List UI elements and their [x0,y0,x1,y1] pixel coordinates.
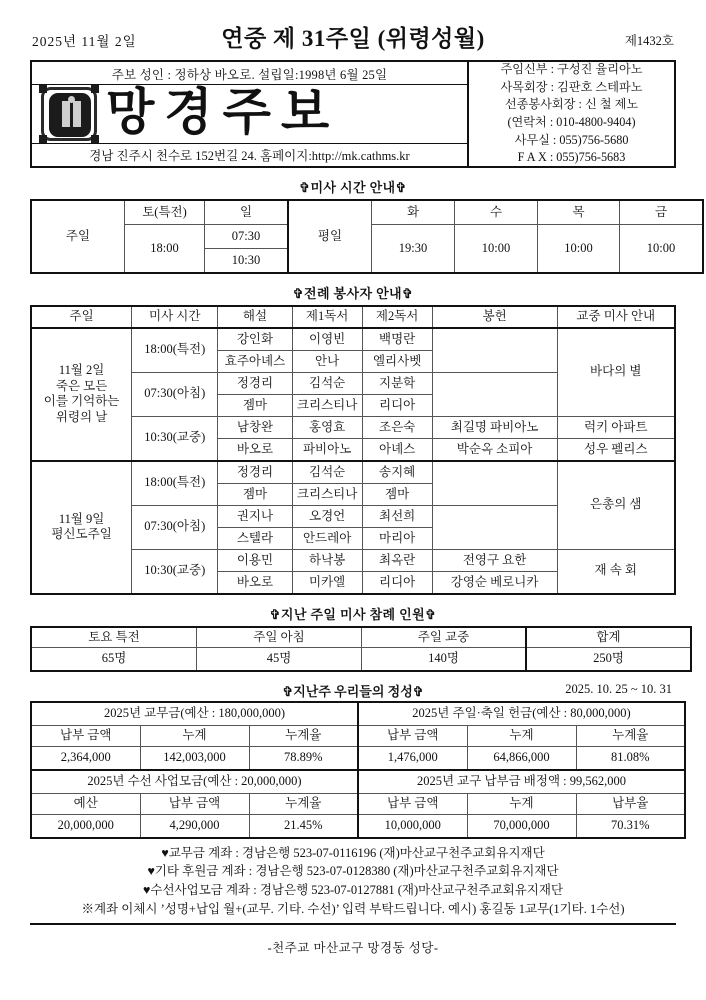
off-left-col-2: 누계 [140,726,249,747]
page-footer: -천주교 마산교구 망경동 성당- [267,940,439,955]
lit-reading2-saint: 리디아 [362,571,432,594]
lit-commentator-saint: 스텔라 [218,527,292,549]
off-left2-col-2: 납부 금액 [140,793,249,814]
table-row [31,328,675,351]
off-left-col-3: 누계율 [249,726,358,747]
lit-reading2-saint: 젬마 [362,483,432,505]
patron-saint-line: 주보 성인 : 정하상 바오로. 설립일:1998년 6월 25일 [32,62,467,85]
masthead-left [32,62,469,166]
lit-time: 10:30(교중) [132,416,218,461]
lit-reading1-name: 홍영효 [292,416,362,438]
mass-time-fri: 10:00 [620,225,704,274]
mass-weekday-label: 평일 [288,200,372,273]
bulletin-date: 2025년 11월 2일 [32,34,137,49]
lit-reading2-name: 최옥란 [362,549,432,571]
masthead [30,60,676,168]
off-left2-val-3: 21.45% [249,814,358,838]
off-left-col-1: 납부 금액 [31,726,140,747]
lit-time: 18:00(특전) [132,461,218,506]
lit-reading1-name: 김석순 [292,372,362,394]
off-right2-val-1: 10,000,000 [358,814,467,838]
off-right-val-1: 1,476,000 [358,746,467,770]
lit-col-offering: 봉헌 [432,306,557,328]
lit-day-label-2 [31,461,132,594]
lit-day-line: 이를 기억하는 [43,394,120,409]
mass-col-tue: 화 [372,200,455,225]
logo-row [32,85,467,143]
lit-reading2-saint: 엘리사벳 [362,350,432,372]
att-val-total: 250명 [526,648,691,672]
att-val-saturday: 65명 [31,648,197,672]
account-line-donation: ♥기타 후원금 계좌 : 경남은행 523-07-0128380 (재)마산교구천주교회유지재단 [147,864,559,879]
lit-reading1-name: 김석순 [292,461,362,484]
lit-col-time: 미사 시간 [132,306,218,328]
off-left2-val-2: 4,290,000 [140,814,249,838]
off-right-col-3: 누계율 [576,726,685,747]
lit-reading2-name: 송지혜 [362,461,432,484]
att-val-main: 140명 [362,648,527,672]
liturgy-heading: ✞전례 봉사자 안내✞ [292,286,414,301]
mass-col-saturday: 토(특전) [125,200,205,225]
offering-heading-row [30,681,676,698]
lit-commentator-name: 남창완 [218,416,292,438]
table-row [31,746,685,770]
offering-period: 2025. 10. 25 ~ 10. 31 [565,682,672,697]
lit-commentator-name: 이용민 [218,549,292,571]
mass-time-saturday: 18:00 [125,225,205,274]
off-right2-col-2: 누계 [467,793,576,814]
page-title: 연중 제 31주일 (위령성월) [221,26,485,51]
lit-commentator-saint: 바오로 [218,571,292,594]
issue-number: 제1432호 [624,34,674,48]
off-right2-col-1: 납부 금액 [358,793,467,814]
mass-col-fri: 금 [620,200,704,225]
att-col-total: 합계 [526,627,691,648]
off-left2-val-1: 20,000,000 [31,814,140,838]
lit-reading1-saint: 파비아노 [292,438,362,461]
mass-time-wed: 10:00 [455,225,538,274]
off-right-col-1: 납부 금액 [358,726,467,747]
off-left-title-1: 2025년 교무금(예산 : 180,000,000) [31,702,358,726]
att-val-morning: 45명 [197,648,362,672]
table-row [31,770,685,794]
off-left-val-2: 142,003,000 [140,746,249,770]
off-right2-col-3: 납부율 [576,793,685,814]
lit-commentator-name: 권지나 [218,505,292,527]
mass-schedule-heading: ✞미사 시간 안내✞ [299,180,407,195]
off-right2-val-3: 70.31% [576,814,685,838]
lit-col-reading2: 제2독서 [362,306,432,328]
offering-heading: ✞지난주 우리들의 정성✞ [282,684,424,700]
lit-offering-name1: 최길명 파비아노 [432,416,557,438]
off-left2-col-3: 누계율 [249,793,358,814]
parish-address-line: 경남 진주시 천수로 152번길 24. 홈페이지:http://mk.cathms.kr [32,143,467,166]
lit-offering [432,461,557,506]
contact-block [469,62,674,166]
lit-offering [432,372,557,416]
lit-offering-name2: 강영순 베로니카 [432,571,557,594]
table-row [31,461,675,484]
contact-fax: F A X : 055)756-5683 [517,150,626,165]
off-left-title-2: 2025년 수선 사업모금(예산 : 20,000,000) [31,770,358,794]
lit-time: 10:30(교중) [132,549,218,594]
off-right-val-3: 81.08% [576,746,685,770]
table-header-row [31,793,685,814]
lit-reading1-saint: 크리스티나 [292,483,362,505]
lit-commentator-saint: 바오로 [218,438,292,461]
mass-time-thu: 10:00 [538,225,620,274]
bulletin-logo-text: 망경주보 [106,85,340,141]
account-transfer-note: ※계좌 이체시 ’성명+납입 월+(교무. 기타. 수선)’ 입력 부탁드립니다. 예시) 홍길동 1교무(1기타. 1수선) [81,901,625,916]
lit-reading2-name: 백명란 [362,328,432,351]
off-left2-col-1: 예산 [31,793,140,814]
off-right-val-2: 64,866,000 [467,746,576,770]
lit-day-label-1 [31,328,132,461]
lit-reading1-saint: 안나 [292,350,362,372]
lit-day-line: 11월 2일 [58,362,105,377]
lit-reading1-name: 하낙봉 [292,549,362,571]
table-header-row [31,627,691,648]
lit-reading1-name: 이영빈 [292,328,362,351]
lit-commentator-name: 강인화 [218,328,292,351]
table-header-row [31,726,685,747]
off-right-title-2: 2025년 교구 납부금 배정액 : 99,562,000 [358,770,685,794]
account-info-block [30,844,676,919]
account-line-gyomugeum: ♥교무금 계좌 : 경남은행 523-07-0116196 (재)마산교구천주교회유지재단 [161,845,545,860]
mass-time-tue: 19:30 [372,225,455,274]
attendance-heading: ✞지난 주일 미사 참례 인원✞ [269,606,437,622]
attendance-table [30,626,692,673]
lit-commentator-name: 정경리 [218,372,292,394]
lit-reading1-saint: 미카엘 [292,571,362,594]
off-left-val-1: 2,364,000 [31,746,140,770]
lit-reading2-saint: 아녜스 [362,438,432,461]
lit-notice-1 [557,328,675,417]
lit-notice-2 [557,461,675,550]
lit-day-line: 평신도주일 [51,527,112,542]
lit-reading1-name: 오경언 [292,505,362,527]
mass-col-sunday: 일 [205,200,289,225]
liturgy-table [30,305,676,595]
lit-offering [432,505,557,549]
mass-col-wed: 수 [455,200,538,225]
top-header [30,0,676,51]
lit-notice-line: 성우 펠리스 [557,438,675,461]
off-right2-val-2: 70,000,000 [467,814,576,838]
table-header-row [31,306,675,328]
lit-reading2-saint: 마리아 [362,527,432,549]
lit-commentator-saint: 젬마 [218,483,292,505]
off-left-val-3: 78.89% [249,746,358,770]
table-row [31,814,685,838]
lit-reading2-saint: 리디아 [362,394,432,416]
table-row [31,200,703,225]
lit-offering-name2: 박순옥 소피아 [432,438,557,461]
lit-col-commentator: 해설 [218,306,292,328]
lit-commentator-saint: 젬마 [218,394,292,416]
lit-reading1-saint: 크리스티나 [292,394,362,416]
table-row [31,648,691,672]
lit-reading2-name: 지분학 [362,372,432,394]
lit-time: 07:30(아침) [132,372,218,416]
lit-time: 18:00(특전) [132,328,218,373]
mass-time-sunday-morning: 07:30 [205,225,289,249]
lit-col-reading1: 제1독서 [292,306,362,328]
account-line-repair: ♥수선사업모금 계좌 : 경남은행 523-07-0127881 (재)마산교구천주교회유지재단 [142,883,564,897]
lit-reading2-name: 최선희 [362,505,432,527]
lit-notice-line: 은총의 샘 [590,497,642,512]
lit-day-line: 11월 9일 [58,511,105,526]
contact-council-head: 사목회장 : 김판호 스테파노 [500,79,643,94]
lit-offering [432,328,557,373]
off-right-col-2: 누계 [467,726,576,747]
contact-office: 사무실 : 055)756-5680 [514,132,629,147]
lit-day-line: 죽은 모든 [55,378,108,393]
att-col-morning: 주일 아침 [197,627,362,648]
contact-mobile: (연락처 : 010-4800-9404) [507,115,636,129]
lit-notice-line: 재 속 회 [557,549,675,594]
lit-notice-line: 바다의 별 [590,364,642,379]
att-col-saturday: 토요 특전 [31,627,197,648]
lit-col-notice: 교중 미사 안내 [557,306,675,328]
lit-col-sunday: 주일 [31,306,132,328]
lit-notice-line: 럭키 아파트 [557,416,675,438]
att-col-main: 주일 교중 [362,627,527,648]
lit-commentator-name: 정경리 [218,461,292,484]
lit-day-line: 위령의 날 [55,409,108,424]
table-row [31,702,685,726]
lit-commentator-saint: 효주아녜스 [218,350,292,372]
contact-pastor: 주임신부 : 구성진 율리아노 [500,62,643,77]
contact-service-head: 선종봉사회장 : 신 철 제노 [504,97,639,112]
divider [30,923,676,925]
offering-table [30,701,686,838]
mass-time-sunday-main: 10:30 [205,249,289,274]
mass-sunday-label: 주일 [31,200,125,273]
lit-offering-name1: 전영구 요한 [432,549,557,571]
lit-reading1-saint: 안드레아 [292,527,362,549]
parish-emblem-icon [38,85,100,143]
mass-col-thu: 목 [538,200,620,225]
lit-reading2-name: 조은숙 [362,416,432,438]
mass-schedule-table [30,199,704,274]
off-right-title-1: 2025년 주일·축일 헌금(예산 : 80,000,000) [358,702,685,726]
lit-time: 07:30(아침) [132,505,218,549]
